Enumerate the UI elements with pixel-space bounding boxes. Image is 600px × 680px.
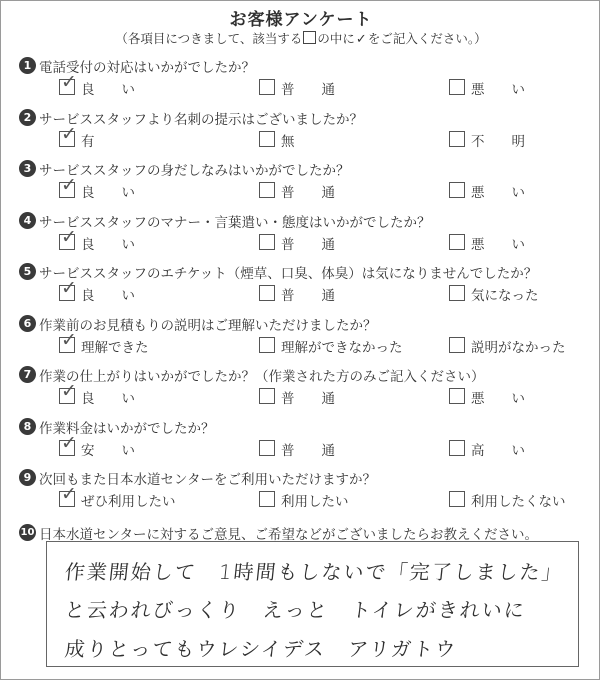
checkmark-icon: ✓: [61, 225, 77, 248]
question-4: [19, 208, 594, 260]
option-label: 良 い: [81, 288, 135, 304]
checkbox[interactable]: [259, 491, 275, 507]
question-text: 作業の仕上がりはいかがでしたか？（作業された方のみご記入ください）: [39, 369, 485, 385]
checkbox[interactable]: [259, 285, 275, 301]
instruction-text: [1, 29, 600, 47]
checkbox[interactable]: [59, 483, 77, 507]
option-label: 説明がなかった: [471, 339, 566, 356]
checkbox[interactable]: [259, 182, 275, 198]
question-text: サービススタッフのエチケット（煙草、口臭、体臭）は気になりませんでしたか？: [39, 266, 538, 282]
checkbox[interactable]: [59, 328, 77, 353]
checkbox[interactable]: [449, 337, 465, 353]
question-number-badge: 10: [19, 524, 36, 541]
question-1: [19, 53, 594, 105]
checkmark-icon: ✓: [61, 380, 77, 402]
checkmark-icon: ✓: [61, 277, 77, 299]
checkbox[interactable]: [259, 131, 275, 147]
checkbox[interactable]: [59, 277, 77, 301]
option-label: 良 い: [81, 391, 135, 407]
checkbox[interactable]: [259, 440, 275, 456]
checkbox[interactable]: [449, 131, 465, 147]
question-text: 電話受付の対応はいかがでしたか？: [39, 60, 255, 76]
option-label: 普 通: [281, 288, 335, 304]
checkmark-icon: ✓: [61, 328, 77, 351]
question-text: サービススタッフの身だしなみはいかがでしたか？: [39, 163, 350, 179]
checkmark-icon: ✓: [61, 71, 77, 93]
question-number-badge: 7: [19, 366, 36, 383]
checkmark-icon: ✓: [61, 174, 77, 196]
option-label: ぜひ利用したい: [81, 494, 176, 510]
question-text: 作業料金はいかがでしたか？: [39, 420, 215, 437]
option-label: 利用したい: [281, 494, 349, 510]
question-text: 日本水道センターに対するご意見、ご希望などがございましたらお教えください。: [39, 527, 538, 543]
option-label: 良 い: [81, 185, 135, 201]
checkmark-sample-icon: ✓: [355, 32, 367, 47]
checkbox[interactable]: [59, 225, 77, 250]
question-number-badge: 5: [19, 263, 36, 280]
question-6: [19, 311, 594, 363]
option-label: 利用したくない: [471, 494, 566, 510]
instruction-after: をご記入ください。）: [367, 31, 487, 46]
checkbox[interactable]: [59, 71, 77, 95]
option-label: 悪 い: [471, 236, 525, 253]
checkbox[interactable]: [259, 388, 275, 404]
handwritten-comment-line: と云われびっくり えっと トイレがきれいに: [63, 598, 528, 622]
checkbox[interactable]: [259, 337, 275, 353]
question-7: [19, 362, 594, 414]
question-number-badge: 8: [19, 418, 36, 435]
question-8: [19, 414, 594, 466]
question-number-badge: 6: [19, 315, 36, 332]
option-label: 普 通: [281, 236, 335, 253]
checkbox[interactable]: [449, 79, 465, 95]
checkbox[interactable]: [449, 491, 465, 507]
question-number-badge: 1: [19, 57, 36, 74]
question-2: [19, 105, 594, 157]
option-label: 有: [81, 133, 95, 150]
question-number-badge: 3: [19, 160, 36, 177]
checkbox[interactable]: [449, 285, 465, 301]
checkbox[interactable]: [59, 431, 77, 456]
checkbox[interactable]: [449, 234, 465, 250]
checkmark-icon: ✓: [61, 431, 77, 454]
instruction-middle: の中に: [317, 31, 355, 46]
question-number-badge: 9: [19, 469, 36, 486]
option-label: 良 い: [81, 82, 135, 98]
option-label: 理解ができなかった: [281, 339, 403, 356]
option-label: 悪 い: [471, 391, 525, 407]
option-label: 良 い: [81, 236, 135, 253]
option-label: 普 通: [281, 391, 335, 407]
option-label: 不 明: [471, 133, 525, 150]
checkbox[interactable]: [59, 174, 77, 198]
checkbox[interactable]: [59, 122, 77, 147]
checkmark-icon: ✓: [61, 483, 77, 505]
comment-box[interactable]: [46, 541, 579, 667]
form-title: お客様アンケート: [229, 10, 373, 30]
option-label: 安 い: [81, 442, 135, 459]
question-text: サービススタッフのマナー・言葉遣い・態度はいかがでしたか？: [39, 214, 431, 231]
checkbox[interactable]: [259, 234, 275, 250]
checkbox[interactable]: [449, 440, 465, 456]
checkbox[interactable]: [449, 388, 465, 404]
question-5: [19, 259, 594, 311]
handwritten-comment-line: 作業開始して 1時間もしないで「完了しました」: [63, 560, 565, 584]
handwritten-comment-line: 成りとってもウレシイデス アリガトウ: [63, 637, 459, 661]
option-label: 理解できた: [81, 339, 149, 356]
instruction-before: （各項目につきまして、該当する: [115, 31, 303, 46]
question-text: 次回もまた日本水道センターをご利用いただけますか？: [39, 472, 376, 488]
option-label: 普 通: [281, 185, 335, 201]
checkbox[interactable]: [259, 79, 275, 95]
option-label: 普 通: [281, 82, 335, 98]
option-label: 高 い: [471, 442, 525, 459]
question-3: [19, 156, 594, 208]
checkbox-sample-icon: [303, 31, 316, 44]
option-label: 悪 い: [471, 185, 525, 201]
option-label: 気になった: [471, 288, 539, 304]
question-text: 作業前のお見積もりの説明はご理解いただけましたか？: [39, 317, 377, 334]
option-label: 普 通: [281, 442, 335, 459]
checkbox[interactable]: [59, 380, 77, 404]
question-number-badge: 2: [19, 109, 36, 126]
option-label: 無: [281, 133, 295, 150]
question-text: サービススタッフより名刺の提示はございましたか？: [39, 111, 363, 128]
question-9: [19, 465, 594, 517]
checkbox[interactable]: [449, 182, 465, 198]
checkmark-icon: ✓: [61, 122, 77, 145]
question-number-badge: 4: [19, 212, 36, 229]
option-label: 悪 い: [471, 82, 525, 98]
